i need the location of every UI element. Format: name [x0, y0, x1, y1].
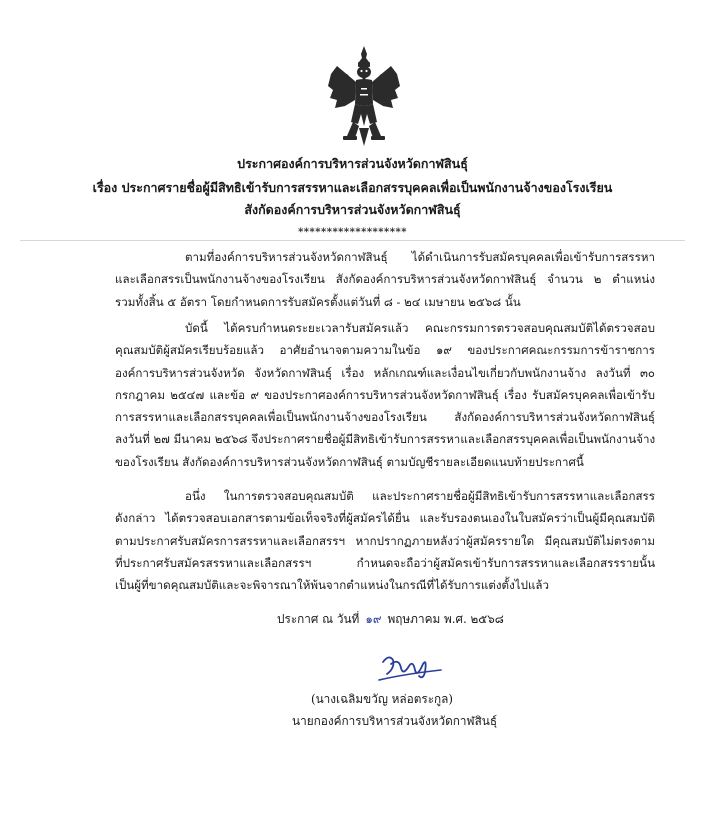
- paragraph-line: กรกฎาคม ๒๕๔๗ และข้อ ๙ ของประกาศองค์การบริหารส่วนจังหวัดกาฬสินธุ์ เรื่อง รับสมัครบุคคลเพื่อเข้ารับ: [115, 387, 655, 402]
- paragraph-line: บัดนี้ ได้ครบกำหนดระยะเวลารับสมัครแล้ว คณะกรรมการตรวจสอบคุณสมบัติได้ตรวจสอบ: [185, 321, 655, 335]
- paragraph-3: [115, 485, 655, 596]
- paragraph-line: การสรรหาและเลือกสรรบุคคลเพื่อเป็นพนักงานจ้างของโรงเรียน สังกัดองค์การบริหารส่วนจังหวัดกาฬสินธุ์: [115, 410, 655, 425]
- paragraph-line: อนึ่ง ในการตรวจสอบคุณสมบัติ และประกาศรายชื่อผู้มีสิทธิเข้ารับการสรรหาและเลือกสรร: [185, 489, 655, 503]
- paragraph-line: ตามที่องค์การบริหารส่วนจังหวัดกาฬสินธุ์ ได้ดำเนินการรับสมัครบุคคลเพื่อเข้ารับการสรรหา: [185, 250, 655, 264]
- signatory-position: นายกองค์การบริหารส่วนจังหวัดกาฬสินธุ์: [292, 714, 498, 728]
- handwritten-signature: [375, 650, 445, 690]
- paragraph-line: และเลือกสรรเป็นพนักงานจ้างของโรงเรียน สังกัดองค์การบริหารส่วนจังหวัดกาฬสินธุ์ จำนวน ๒ ตำแหน่ง: [115, 272, 655, 287]
- paragraph-1: [115, 246, 655, 313]
- garuda-emblem-icon: [325, 44, 403, 148]
- paragraph-line: ลงวันที่ ๒๗ มีนาคม ๒๕๖๘ จึงประกาศรายชื่อผู้มีสิทธิเข้ารับการสรรหาและเลือกสรรบุคคลเพื่อเป็นพนักงานจ้าง: [115, 432, 655, 447]
- paragraph-line: ดังกล่าว ได้ตรวจสอบเอกสารตามข้อเท็จจริงที่ผู้สมัครได้ยื่น และรับรองตนเองในใบสมัครว่าเป็นผู้มีคุณสมบัติ: [115, 511, 655, 526]
- paragraph-line: ตามประกาศรับสมัครการสรรหาและเลือกสรรฯ หากปรากฏภายหลังว่าผู้สมัครรายใด มีคุณสมบัติไม่ตรงตาม: [115, 533, 655, 548]
- paragraph-line: ที่ประกาศรับสมัครสรรหาและเลือกสรรฯ กำหนดจะถือว่าผู้สมัครเข้ารับการสรรหาและเลือกสรรรายนั้น: [115, 555, 655, 570]
- date-suffix: พฤษภาคม พ.ศ. ๒๕๖๘: [387, 612, 504, 626]
- paragraph-line: รวมทั้งสิ้น ๕ อัตรา โดยกำหนดการรับสมัครตั้งแต่วันที่ ๘ - ๒๔ เมษายน ๒๕๖๘ นั้น: [115, 294, 521, 309]
- announcement-subject: เรื่อง ประกาศรายชื่อผู้มีสิทธิเข้ารับการสรรหาและเลือกสรรบุคคลเพื่อเป็นพนักงานจ้างของโรงเรียน: [92, 180, 613, 195]
- divider: [20, 240, 685, 241]
- signatory-name: (นางเฉลิมขวัญ หล่อตระกูล): [311, 692, 454, 706]
- separator-stars: *******************: [298, 227, 407, 238]
- paragraph-line: องค์การบริหารส่วนจังหวัด จังหวัดกาฬสินธุ์ เรื่อง หลักเกณฑ์และเงื่อนไขเกี่ยวกับพนักงานจ้าง ลงวันที่ ๓๐: [115, 365, 655, 380]
- date-prefix: ประกาศ ณ วันที่: [277, 612, 360, 626]
- paragraph-line: เป็นผู้ที่ขาดคุณสมบัติและจะพิจารณาให้พ้นจากตำแหน่งในกรณีที่ได้รับการแต่งตั้งไปแล้ว: [115, 578, 550, 593]
- paragraph-line: คุณสมบัติผู้สมัครเรียบร้อยแล้ว อาศัยอำนาจตามความในข้อ ๑๙ ของประกาศคณะกรรมการข้าราชการ: [115, 343, 655, 358]
- announcement-subject-line2: สังกัดองค์การบริหารส่วนจังหวัดกาฬสินธุ์: [244, 202, 461, 217]
- paragraph-line: ของโรงเรียน สังกัดองค์การบริหารส่วนจังหวัดกาฬสินธุ์ ตามบัญชีรายละเอียดแนบท้ายประกาศนี้: [115, 454, 584, 469]
- announcement-date: [277, 610, 504, 629]
- announcement-title: ประกาศองค์การบริหารส่วนจังหวัดกาฬสินธุ์: [237, 156, 468, 171]
- date-day: ๑๙: [365, 612, 382, 626]
- paragraph-2: [115, 317, 655, 473]
